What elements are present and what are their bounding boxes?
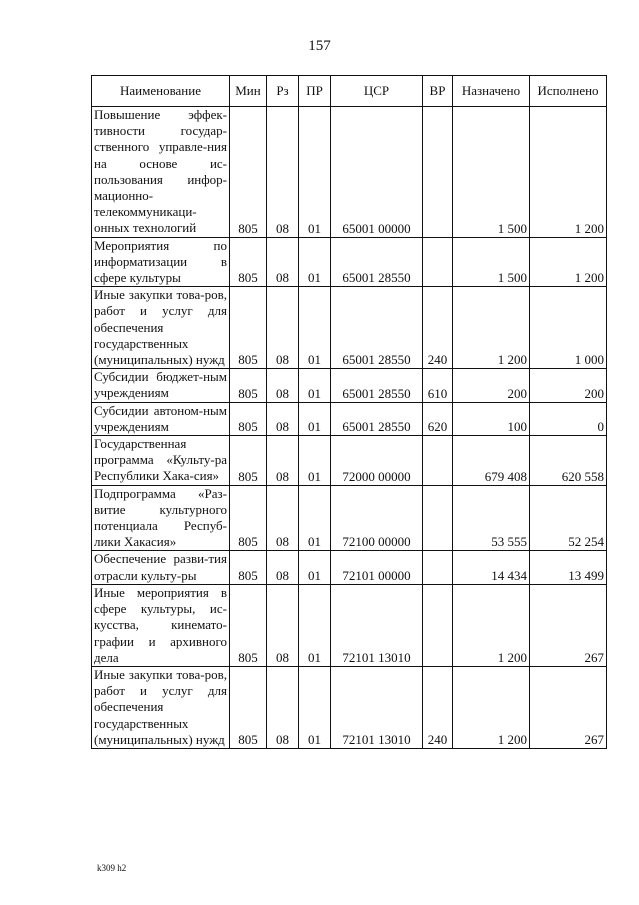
row-rz: 08 <box>267 287 299 369</box>
table-row <box>92 402 607 435</box>
row-vr <box>423 436 453 486</box>
row-name: Мероприятия по информатизации в сфере культуры <box>92 237 230 287</box>
document-code: k309 h2 <box>97 863 127 873</box>
row-pr: 01 <box>299 666 331 748</box>
row-assigned: 100 <box>453 402 530 435</box>
row-executed: 1 000 <box>530 287 607 369</box>
row-pr: 01 <box>299 107 331 238</box>
page-number: 157 <box>308 38 331 54</box>
row-vr <box>423 237 453 287</box>
row-min: 805 <box>230 107 267 238</box>
row-name: Иные закупки това-ров, работ и услуг для обеспечения государственных (муниципальных) нужд <box>92 666 230 748</box>
row-pr: 01 <box>299 551 331 584</box>
table-header-row <box>92 76 607 107</box>
header-name: Наименование <box>92 76 230 107</box>
row-csr: 65001 28550 <box>331 402 423 435</box>
row-rz: 08 <box>267 369 299 402</box>
table-row <box>92 584 607 666</box>
row-min: 805 <box>230 551 267 584</box>
row-csr: 72101 13010 <box>331 584 423 666</box>
row-csr: 65001 28550 <box>331 237 423 287</box>
row-min: 805 <box>230 402 267 435</box>
table-row <box>92 666 607 748</box>
row-vr <box>423 107 453 238</box>
row-executed: 267 <box>530 666 607 748</box>
row-vr: 240 <box>423 666 453 748</box>
budget-table <box>91 75 607 749</box>
header-pr: ПР <box>299 76 331 107</box>
row-assigned: 1 500 <box>453 107 530 238</box>
row-assigned: 1 200 <box>453 584 530 666</box>
row-name: Иные мероприятия в сфере культуры, ис-кусства, кинемато-графии и архивного дела <box>92 584 230 666</box>
row-vr: 610 <box>423 369 453 402</box>
row-assigned: 1 500 <box>453 237 530 287</box>
table-row <box>92 369 607 402</box>
row-assigned: 14 434 <box>453 551 530 584</box>
header-executed: Исполнено <box>530 76 607 107</box>
row-csr: 65001 28550 <box>331 369 423 402</box>
header-min: Мин <box>230 76 267 107</box>
row-pr: 01 <box>299 237 331 287</box>
row-min: 805 <box>230 436 267 486</box>
table-row <box>92 237 607 287</box>
row-rz: 08 <box>267 107 299 238</box>
row-executed: 267 <box>530 584 607 666</box>
row-rz: 08 <box>267 584 299 666</box>
row-rz: 08 <box>267 237 299 287</box>
row-name: Субсидии бюджет-ным учреждениям <box>92 369 230 402</box>
row-min: 805 <box>230 237 267 287</box>
row-min: 805 <box>230 287 267 369</box>
header-assigned: Назначено <box>453 76 530 107</box>
row-vr: 620 <box>423 402 453 435</box>
row-pr: 01 <box>299 584 331 666</box>
row-rz: 08 <box>267 551 299 584</box>
row-vr <box>423 551 453 584</box>
row-pr: 01 <box>299 369 331 402</box>
row-executed: 0 <box>530 402 607 435</box>
row-executed: 13 499 <box>530 551 607 584</box>
row-assigned: 200 <box>453 369 530 402</box>
row-min: 805 <box>230 584 267 666</box>
row-name: Государственная программа «Культу-ра Республики Хака-сия» <box>92 436 230 486</box>
row-executed: 1 200 <box>530 237 607 287</box>
header-rz: Рз <box>267 76 299 107</box>
row-name: Повышение эффек-тивности государ-ственного управле-ния на основе ис-пользования инфор-мационно-телекоммуникаци-онных технологий <box>92 107 230 238</box>
table-row <box>92 551 607 584</box>
row-assigned: 1 200 <box>453 666 530 748</box>
table-row <box>92 287 607 369</box>
row-csr: 72000 00000 <box>331 436 423 486</box>
table-row <box>92 436 607 486</box>
row-assigned: 1 200 <box>453 287 530 369</box>
row-executed: 200 <box>530 369 607 402</box>
row-executed: 1 200 <box>530 107 607 238</box>
row-pr: 01 <box>299 485 331 551</box>
row-name: Обеспечение разви-тия отрасли культу-ры <box>92 551 230 584</box>
row-name: Подпрограмма «Раз-витие культурного потенциала Респуб-лики Хакасия» <box>92 485 230 551</box>
row-csr: 72101 00000 <box>331 551 423 584</box>
row-executed: 620 558 <box>530 436 607 486</box>
header-csr: ЦСР <box>331 76 423 107</box>
row-assigned: 53 555 <box>453 485 530 551</box>
row-assigned: 679 408 <box>453 436 530 486</box>
row-pr: 01 <box>299 287 331 369</box>
row-rz: 08 <box>267 666 299 748</box>
row-vr <box>423 485 453 551</box>
row-name: Иные закупки това-ров, работ и услуг для обеспечения государственных (муниципальных) нужд <box>92 287 230 369</box>
table-row <box>92 485 607 551</box>
row-pr: 01 <box>299 402 331 435</box>
row-rz: 08 <box>267 485 299 551</box>
header-vr: ВР <box>423 76 453 107</box>
table-row <box>92 107 607 238</box>
row-rz: 08 <box>267 402 299 435</box>
row-csr: 65001 28550 <box>331 287 423 369</box>
row-min: 805 <box>230 485 267 551</box>
row-csr: 72100 00000 <box>331 485 423 551</box>
row-pr: 01 <box>299 436 331 486</box>
row-executed: 52 254 <box>530 485 607 551</box>
row-min: 805 <box>230 369 267 402</box>
row-csr: 72101 13010 <box>331 666 423 748</box>
row-csr: 65001 00000 <box>331 107 423 238</box>
row-vr <box>423 584 453 666</box>
row-min: 805 <box>230 666 267 748</box>
row-vr: 240 <box>423 287 453 369</box>
row-name: Субсидии автоном-ным учреждениям <box>92 402 230 435</box>
row-rz: 08 <box>267 436 299 486</box>
